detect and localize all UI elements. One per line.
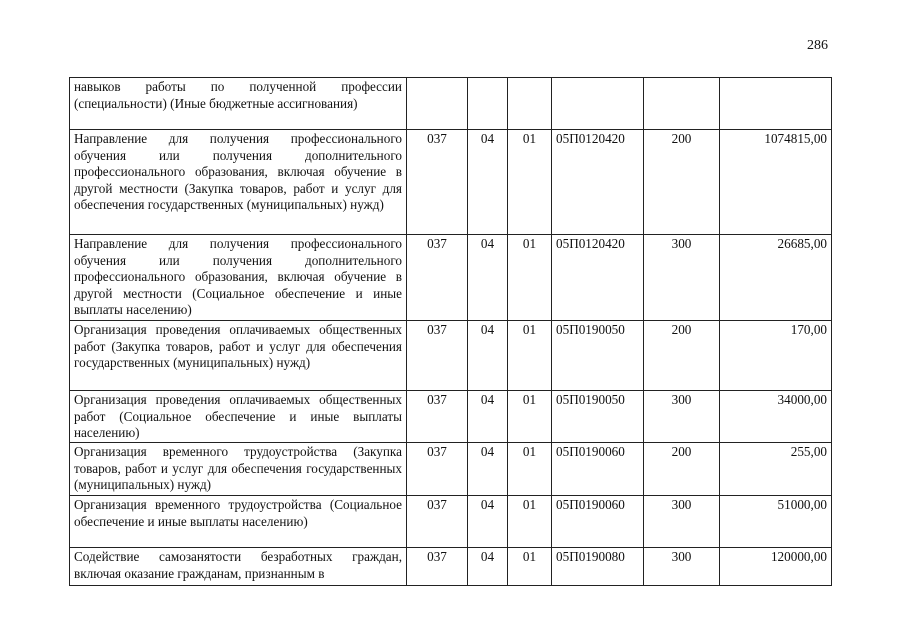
table-row: [70, 496, 832, 548]
row-description: навыков работы по полученной профессии (специальности) (Иные бюджетные ассигнования): [70, 78, 407, 130]
subsection-code-cell: 01: [508, 130, 552, 235]
amount-cell: 51000,00: [720, 496, 832, 548]
expense-type-cell: [644, 78, 720, 130]
target-article-cell: 05П0120420: [552, 235, 644, 321]
page-number: 286: [807, 38, 828, 53]
table-row: [70, 321, 832, 391]
expense-type-cell: 300: [644, 391, 720, 443]
section-code-cell: [468, 78, 508, 130]
target-article-cell: 05П0190050: [552, 391, 644, 443]
target-article-cell: 05П0190050: [552, 321, 644, 391]
row-description: Организация проведения оплачиваемых общественных работ (Закупка товаров, работ и услуг для обеспечения государственных (муниципальных) нужд): [70, 321, 407, 391]
table-row: [70, 391, 832, 443]
section-code-cell: 04: [468, 391, 508, 443]
subsection-code-cell: 01: [508, 235, 552, 321]
row-description: Направление для получения профессионального обучения или получения дополнительного профессионального образования, включая обучение в другой местности (Социальное обеспечение и иные выплаты населению): [70, 235, 407, 321]
expense-type-cell: 300: [644, 548, 720, 586]
ministry-code-cell: 037: [407, 130, 468, 235]
row-description: Направление для получения профессионального обучения или получения дополнительного профессионального образования, включая обучение в другой местности (Закупка товаров, работ и услуг для обеспечения государственных (муниципальных) нужд): [70, 130, 407, 235]
ministry-code-cell: 037: [407, 548, 468, 586]
section-code-cell: 04: [468, 443, 508, 496]
subsection-code-cell: [508, 78, 552, 130]
target-article-cell: 05П0120420: [552, 130, 644, 235]
section-code-cell: 04: [468, 130, 508, 235]
target-article-cell: 05П0190060: [552, 443, 644, 496]
budget-table-body: [70, 78, 832, 586]
section-code-cell: 04: [468, 321, 508, 391]
section-code-cell: 04: [468, 235, 508, 321]
row-description: Организация временного трудоустройства (Закупка товаров, работ и услуг для обеспечения государственных (муниципальных) нужд): [70, 443, 407, 496]
subsection-code-cell: 01: [508, 321, 552, 391]
subsection-code-cell: 01: [508, 391, 552, 443]
amount-cell: [720, 78, 832, 130]
subsection-code-cell: 01: [508, 496, 552, 548]
amount-cell: 34000,00: [720, 391, 832, 443]
target-article-cell: [552, 78, 644, 130]
row-description: Содействие самозанятости безработных граждан, включая оказание гражданам, признанным в: [70, 548, 407, 586]
ministry-code-cell: [407, 78, 468, 130]
ministry-code-cell: 037: [407, 443, 468, 496]
table-row: [70, 130, 832, 235]
expense-type-cell: 300: [644, 235, 720, 321]
ministry-code-cell: 037: [407, 321, 468, 391]
amount-cell: 26685,00: [720, 235, 832, 321]
ministry-code-cell: 037: [407, 235, 468, 321]
budget-table: [69, 77, 832, 586]
ministry-code-cell: 037: [407, 391, 468, 443]
table-row: [70, 548, 832, 586]
amount-cell: 1074815,00: [720, 130, 832, 235]
section-code-cell: 04: [468, 548, 508, 586]
subsection-code-cell: 01: [508, 443, 552, 496]
table-row: [70, 235, 832, 321]
expense-type-cell: 300: [644, 496, 720, 548]
row-description: Организация проведения оплачиваемых общественных работ (Социальное обеспечение и иные выплаты населению): [70, 391, 407, 443]
amount-cell: 255,00: [720, 443, 832, 496]
amount-cell: 170,00: [720, 321, 832, 391]
row-description: Организация временного трудоустройства (Социальное обеспечение и иные выплаты населению): [70, 496, 407, 548]
target-article-cell: 05П0190060: [552, 496, 644, 548]
table-row: [70, 78, 832, 130]
table-row: [70, 443, 832, 496]
expense-type-cell: 200: [644, 130, 720, 235]
amount-cell: 120000,00: [720, 548, 832, 586]
subsection-code-cell: 01: [508, 548, 552, 586]
section-code-cell: 04: [468, 496, 508, 548]
ministry-code-cell: 037: [407, 496, 468, 548]
expense-type-cell: 200: [644, 321, 720, 391]
target-article-cell: 05П0190080: [552, 548, 644, 586]
expense-type-cell: 200: [644, 443, 720, 496]
